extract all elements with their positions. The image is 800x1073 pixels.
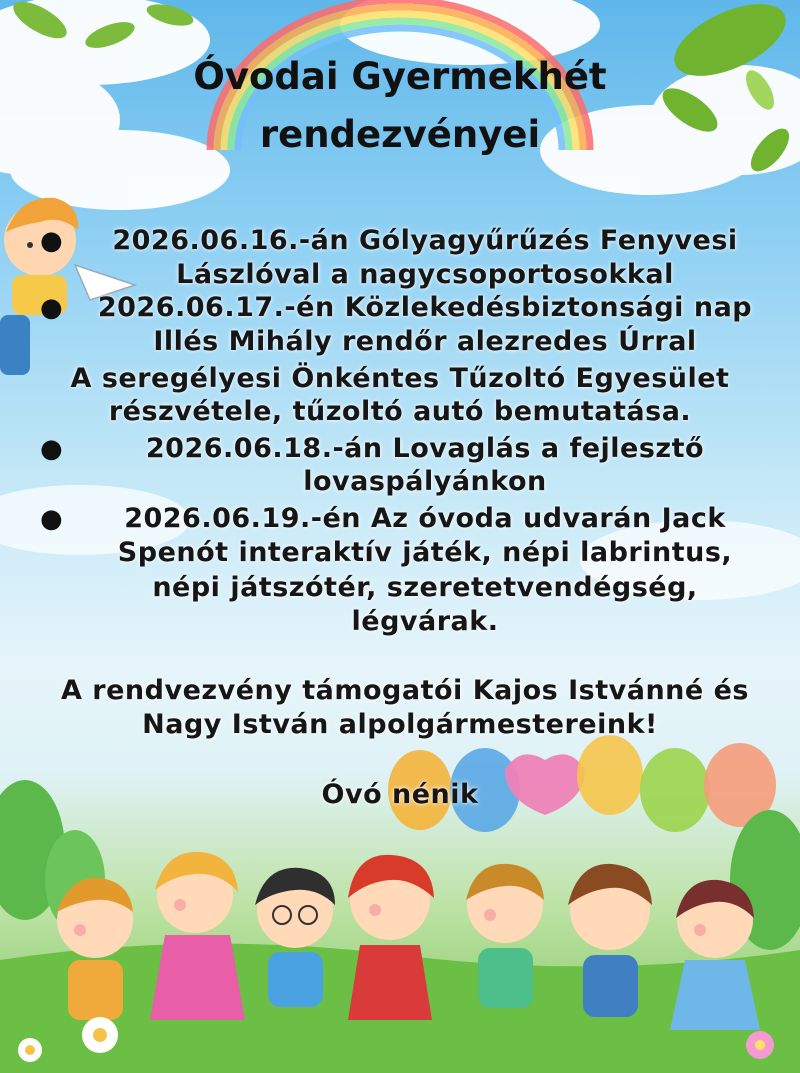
sponsors-line-2: Nagy István alpolgármestereink!	[142, 709, 658, 740]
event-2-line-4: részvétele, tűzoltó autó bemutatása.	[108, 396, 692, 427]
signature: Óvó nénik	[321, 779, 479, 810]
bullet-icon: ●	[40, 504, 63, 534]
event-2-line-3: A seregélyesi Önkéntes Tűzoltó Egyesület	[70, 363, 730, 394]
event-2-line-1: 2026.06.17.-én Közlekedésbiztonsági nap	[97, 292, 753, 323]
title-line-1: Óvodai Gyermekhét	[193, 55, 607, 98]
event-4-line-4: légvárak.	[351, 606, 499, 637]
event-4-line-1: 2026.06.19.-én Az óvoda udvarán Jack	[124, 503, 726, 534]
event-1-line-1: 2026.06.16.-án Gólyagyűrűzés Fenyvesi	[112, 225, 738, 256]
bullet-icon: ●	[40, 293, 63, 323]
bullet-icon: ●	[40, 226, 63, 256]
event-3-line-2: lovaspályánkon	[303, 466, 547, 497]
event-1-line-2: Lászlóval a nagycsoportosokkal	[176, 259, 674, 290]
title-line-2: rendezvényei	[259, 113, 541, 156]
poster-title	[0, 48, 800, 164]
event-3-line-1: 2026.06.18.-án Lovaglás a fejlesztő	[145, 433, 705, 464]
event-4-line-2: Spenót interaktív játék, népi labrintus,	[117, 537, 733, 568]
bullet-icon: ●	[40, 434, 63, 464]
sponsors-line-1: A rendvezvény támogatói Kajos Istvánné és	[61, 675, 749, 706]
event-4-line-3: népi játszótér, szeretetvendégség,	[152, 572, 698, 603]
event-2-line-2: Illés Mihály rendőr alezredes Úrral	[153, 326, 697, 357]
